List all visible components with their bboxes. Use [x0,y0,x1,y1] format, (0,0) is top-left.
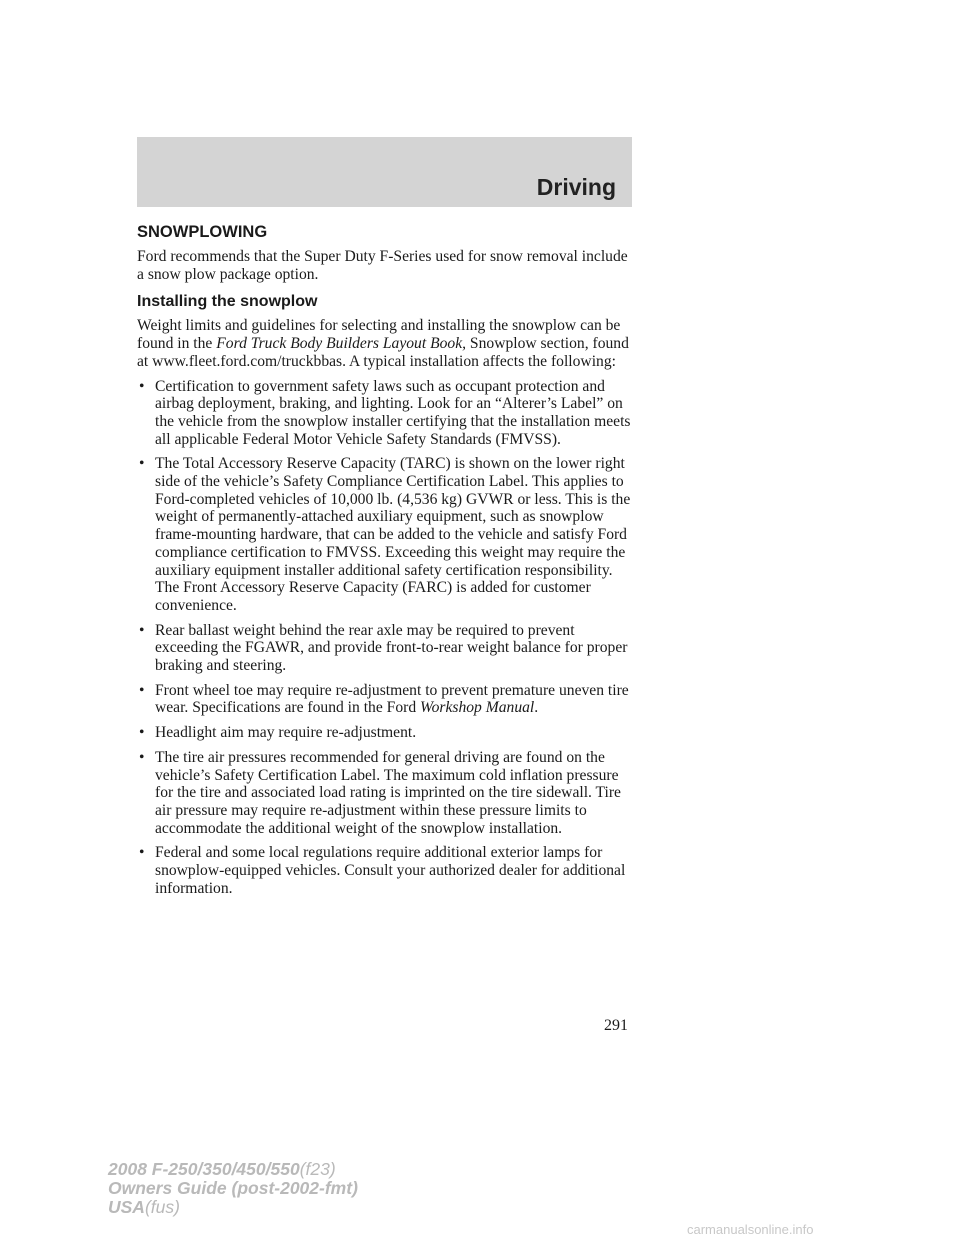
page-number: 291 [604,1017,628,1034]
list-item-text-a: Front wheel toe may require re-adjustment to prevent premature uneven tire wear. Specifications are found in the Ford [155,681,629,717]
book-title: Ford Truck Body Builders Layout Book, [216,335,467,353]
main-intro: Ford recommends that the Super Duty F-Series used for snow removal include a snow plow package option. [137,248,628,283]
page-content [137,222,637,905]
list-item-text-b: . [534,699,539,717]
footer-line-model [108,1160,358,1179]
section-title: Driving [536,174,616,200]
installation-effects-list [137,378,637,898]
list-item-text: Headlight aim may require re-adjustment. [155,724,417,742]
footer-line-market [108,1198,358,1217]
footer-market-code: (fus) [144,1197,180,1217]
sub-intro-text-b: Snowplow section, found at www.fleet.ford.com/truckbbas. A typical installation affects the following: [137,335,629,370]
sub-intro-text-a: Weight limits and guidelines for selecting and installing the snowplow can be found in the [137,317,621,353]
main-heading: SNOWPLOWING [137,223,268,241]
watermark: carmanualsonline.info [687,1222,814,1237]
bullet-icon: • [139,455,145,473]
workshop-manual-title: Workshop Manual [420,699,535,717]
list-item-text: Federal and some local regulations require additional exterior lamps for snowplow-equipped vehicles. Consult your authorized dealer for additional information. [155,844,626,897]
list-item [137,622,637,675]
list-item-text: Certification to government safety laws such as occupant protection and airbag deployment, braking, and lighting. Look for an “Alterer’s Label” on the vehicle from the snowplow installer certifying that the installation meets all applicable Federal Motor Vehicle Safety Standards (FMVSS). [155,377,631,448]
header-band [137,137,632,207]
list-item-text: The tire air pressures recommended for general driving are found on the vehicle’s Safety Certification Label. The maximum cold inflation pressure for the tire and associated load rating is imprinted on the tire sidewall. Tire air pressure may require re-adjustment within these pressure limits to accommodate the additional weight of the snowplow installation. [155,748,621,837]
list-item [137,682,637,717]
list-item-text: Rear ballast weight behind the rear axle may be required to prevent exceeding the FGAWR, and provide front-to-rear weight balance for proper braking and steering. [155,621,628,675]
list-item [137,455,637,614]
sub-intro [137,317,637,370]
footer-market: USA [108,1197,145,1217]
sub-heading: Installing the snowplow [137,293,318,311]
footer-model: 2008 F-250/350/450/550 [108,1159,300,1179]
list-item-text: The Total Accessory Reserve Capacity (TARC) is shown on the lower right side of the vehicle’s Safety Compliance Certification Label. This applies to Ford-completed vehicles of 10,000 lb. (4,536 kg) GVWR or less. This is the weight of permanently-attached auxiliary equipment, such as snowplow frame-mounting hardware, that can be added to the vehicle and satisfy Ford compliance certification to FMVSS. Exceeding this weight may require the auxiliary equipment installer additional safety certification responsibility. The Front Accessory Reserve Capacity (FARC) is added for customer convenience. [155,455,631,614]
bullet-icon: • [139,844,145,862]
bullet-icon: • [139,748,145,766]
list-item [137,724,637,742]
footer-guide: Owners Guide (post-2002-fmt) [108,1178,358,1198]
footer-line-guide [108,1179,358,1198]
list-item [137,749,637,838]
bullet-icon: • [139,621,145,639]
bullet-icon: • [139,681,145,699]
footer-model-code: (f23) [299,1159,336,1179]
bullet-icon: • [139,377,145,395]
footer-document-info [108,1160,358,1217]
bullet-icon: • [139,724,145,742]
list-item [137,844,637,897]
list-item [137,378,637,449]
